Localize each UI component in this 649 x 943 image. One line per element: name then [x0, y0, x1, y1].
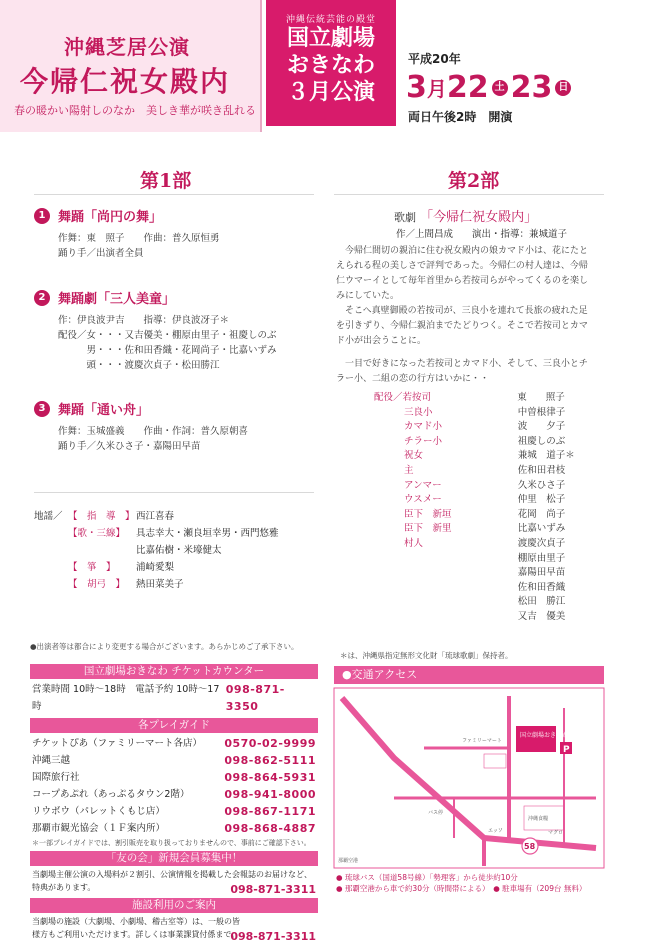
theater-badge-line2: おきなわ [286, 53, 375, 78]
cast-actor: 嘉陽田早苗 [517, 567, 566, 579]
era-year: 平成20年 [408, 52, 461, 66]
date-day1: 22 [446, 70, 489, 105]
map-label-theater: 国立劇場おきなわ [520, 732, 569, 739]
playguide-row [32, 752, 316, 769]
cast-actor: 佐和田君枝 [517, 464, 566, 476]
performance-date [406, 70, 574, 105]
cast-role: カマド小 [404, 421, 443, 433]
header [0, 0, 649, 132]
program-credit: 作舞：玉城盛義 作曲・作詞：普久原朝喜 [58, 426, 249, 437]
synopsis-line: みにしていた。 [336, 291, 400, 301]
member-text: 当劇場主催公演の入場料が２割引、公演情報を掲載した会報誌のお届けなど、特典があります。 [32, 870, 312, 892]
cast-row [374, 566, 584, 581]
theater-badge-line3: ３月公演 [286, 80, 375, 105]
cast-role: ウスメー [404, 494, 442, 506]
cast-role: 主 [404, 464, 414, 476]
playguide-phone: 098-941-8000 [224, 788, 316, 801]
cast-row [374, 610, 584, 625]
cast-row [374, 552, 584, 567]
musicians-role: 【 指 導 】 [68, 511, 135, 522]
page-title: 今帰仁祝女殿内 [20, 65, 231, 98]
playguide-phone: 098-862-5111 [224, 754, 316, 767]
cast-role [374, 595, 518, 610]
program-credit: 頭・・・渡慶次貞子・松田勝江 [58, 360, 220, 371]
musicians-role [68, 542, 136, 559]
part1-divider [34, 194, 314, 195]
musicians-role: 【歌・三線】 [68, 528, 126, 539]
access-notes [336, 872, 586, 894]
cast-row [374, 508, 584, 523]
playguide-name: 国際旅行社 [32, 772, 80, 783]
part1-heading: 第1部 [140, 170, 192, 192]
part2-heading: 第2部 [448, 170, 500, 192]
synopsis-line: えられる程の美しさで評判であった。今帰仁の村人達は、今帰 [336, 261, 588, 271]
cast-actor: 久米ひさ子 [517, 479, 566, 491]
ticket-info [30, 664, 318, 943]
musicians-names: 比嘉佑樹・米壕健太 [136, 545, 222, 556]
start-time: 両日午後2時 開演 [408, 110, 513, 124]
access-bar: ●交通アクセス [334, 666, 604, 684]
member-bar: 「友の会」新規会員募集中！ [30, 851, 318, 866]
day-of-week-badge: 土 [492, 80, 508, 96]
cast-role: 村人 [404, 537, 424, 549]
part1-program-1 [34, 205, 324, 261]
map-label-airport: 那覇空港 [338, 858, 359, 864]
cast-actor: 渡慶次貞子 [517, 537, 566, 549]
musicians-row [34, 525, 314, 542]
playguide-phone: 098-864-5931 [224, 771, 316, 784]
playguide-phone: 0570-02-9999 [224, 737, 316, 750]
cast-row [374, 595, 584, 610]
svg-text:P: P [563, 745, 570, 755]
playguide-row [32, 820, 316, 837]
synopsis-line: そこへ真壁御殿の若按司が、三良小を連れて長旅の疲れた足 [336, 306, 588, 316]
counter-hours: 営業時間 10時〜18時 電話予約 10時〜17時 [32, 684, 220, 712]
cast-actor: 中曽根律子 [517, 406, 566, 418]
program-number-badge: 2 [34, 290, 50, 306]
cast-row [374, 464, 584, 479]
musicians-row [34, 508, 314, 525]
synopsis-line: ラー小、二組の恋の行方はいかに・・ [336, 374, 490, 384]
playguide-list [30, 733, 318, 849]
playguide-name: 那覇市観光協会（１Ｆ案内所） [32, 823, 166, 834]
program-title: 舞踊「通い舟」 [58, 403, 150, 418]
theater-badge [266, 0, 396, 126]
playguide-phone: 098-868-4887 [224, 822, 316, 835]
designation-note: ＊は、沖縄県指定無形文化財「琉球歌劇」保持者。 [340, 651, 513, 660]
access-note: ● 琉球バス（国道58号線）「勢理客」から徒歩約10分 [336, 873, 518, 882]
map-label-bus-stop: バス停 [428, 810, 444, 816]
cast-role: 三良小 [404, 406, 433, 418]
part2-credits: 作／上間昌成 演出・指導：兼城道子 [396, 229, 568, 240]
access-note: ● 那覇空港から車で約30分（時間帯による） ● 駐車場有（209台 無料） [336, 884, 587, 893]
cast-actor: 東 照子 [517, 392, 565, 403]
program-credit: 男・・・佐和田香織・花岡尚子・比嘉いずみ [58, 345, 277, 356]
theater-badge-caption: 沖縄伝統芸能の殿堂 [285, 15, 376, 25]
playguide-row [32, 786, 316, 803]
cast-row [374, 479, 584, 494]
program-credit: 踊り手／久米ひさ子・嘉陽田早苗 [58, 441, 201, 452]
musicians-names: 具志幸大・瀬良垣幸男・西門悠雅 [136, 528, 279, 539]
musicians [34, 508, 314, 593]
facility-phone: 098-871-3311 [230, 930, 316, 943]
musicians-row [34, 559, 314, 576]
musicians-names: 西江喜春 [136, 511, 175, 522]
cast-actor: 佐和田香織 [517, 581, 566, 593]
program-title: 舞踊劇「三人美童」 [58, 292, 176, 307]
synopsis-line: 一目で好きになった若按司とカマド小、そして、三良小とチ [336, 359, 588, 369]
cast-row [374, 420, 584, 435]
cast-row [374, 406, 584, 421]
musicians-names: 浦崎愛梨 [136, 562, 175, 573]
part2-synopsis [336, 244, 606, 387]
cast-row [374, 449, 584, 464]
cast-row [374, 493, 584, 508]
musicians-row [34, 576, 314, 593]
musicians-role: 【 箏 】 [68, 562, 116, 573]
program-title: 舞踊「尚円の舞」 [58, 210, 163, 225]
cast-role: アンマー [404, 479, 442, 491]
playguide-name: リウボウ（パレットくもじ店） [32, 806, 165, 817]
cast-role: 臣下 新里 [404, 523, 452, 535]
cast-role: 臣下 新垣 [404, 508, 452, 520]
cast-role [374, 610, 518, 625]
part2-title-label: 歌劇 [394, 211, 416, 224]
access-map-svg [334, 688, 604, 868]
playguide-bar: 各プレイガイド [30, 718, 318, 733]
playguide-note: ＊一部プレイガイドでは、割引販売を取り扱っておりませんので、事前にご確認下さい。 [32, 839, 311, 847]
map-label-okinawa-shokuryo: 沖縄食糧 [528, 816, 549, 822]
musicians-label: 地謡／ [34, 511, 63, 522]
member-phone: 098-871-3311 [230, 883, 316, 896]
date-day2: 23 [510, 70, 553, 105]
cast-role: チラー小 [404, 435, 443, 447]
program-credit: 作舞：東 照子 作曲：普久原恒勇 [58, 233, 220, 244]
playguide-row [32, 769, 316, 786]
facility-bar: 施設利用のご案内 [30, 898, 318, 913]
program-credit: 配役／女・・・又吉優美・棚原由里子・祖慶しのぶ [58, 330, 277, 341]
cast-row [374, 537, 584, 552]
synopsis-line: 今帰仁間切の親泊に住む祝女殿内の娘カマド小は、花にたと [336, 246, 589, 256]
cast-role: 祝女 [404, 450, 424, 462]
map-label-familymart: ファミリーマート [462, 738, 502, 744]
cast-actor: 波 夕子 [517, 421, 566, 433]
playguide-name: 沖縄三越 [32, 755, 71, 766]
theater-badge-line1: 国立劇場 [286, 26, 375, 51]
musicians-divider [34, 492, 314, 493]
part2-title [394, 206, 537, 225]
counter-phone: 098-871-3350 [225, 683, 285, 713]
synopsis-line: を引きずり、今帰仁親泊までたどりつく。そこで若按司とカマ [336, 321, 588, 331]
part1-program-3 [34, 398, 324, 454]
header-kicker: 沖縄芝居公演 [64, 35, 190, 59]
cast-actor: 兼城 道子＊ [517, 450, 575, 462]
cast-row [374, 391, 584, 406]
cast-role: 若按司 [402, 392, 432, 403]
musicians-role: 【 胡弓 】 [68, 579, 126, 590]
cast-actor: 祖慶しのぶ [517, 435, 566, 447]
access-map [334, 688, 604, 868]
cast-role [374, 552, 518, 567]
cast-row [374, 435, 584, 450]
cast-actor: 仲里 松子 [517, 494, 566, 506]
synopsis-line: 仁ウマーイとして毎年首里から若按司らがやってくるのを楽し [336, 276, 589, 286]
ticket-counter-bar: 国立劇場おきなわ チケットカウンター [30, 664, 318, 679]
part2-divider [334, 194, 604, 195]
change-notice: ●出演者等は都合により変更する場合がございます。あらかじめご了承下さい。 [30, 642, 299, 651]
cast-row [374, 581, 584, 596]
program-number-badge: 1 [34, 208, 50, 224]
cast-row [374, 522, 584, 537]
program-number-badge: 3 [34, 401, 50, 417]
program-credit: 作：伊良波尹吉 指導：伊良波冴子＊ [58, 315, 230, 326]
cast-actor: 松田 勝江 [517, 596, 566, 608]
playguide-phone: 098-867-1171 [224, 805, 316, 818]
playguide-row [32, 735, 316, 752]
program-credit: 踊り手／出演者全員 [58, 248, 144, 259]
date-month-unit: 月 [426, 77, 447, 101]
musicians-names: 熱田菜美子 [136, 579, 184, 590]
facility-text: 当劇場の施設（大劇場、小劇場、稽古室等）は、一般の皆様方もご利用いただけます。詳しくは事業課貸付係まで。 [32, 917, 240, 939]
cast-role [374, 581, 518, 596]
playguide-name: チケットぴあ（ファミリーマート各店） [32, 738, 202, 749]
facility-info [30, 913, 318, 943]
cast-actor: 又吉 優美 [517, 610, 566, 622]
route-58-label: 58 [524, 842, 536, 851]
header-subtitle: 春の暖かい陽射しのなか 美しき華が咲き乱れる [14, 104, 256, 117]
map-label-maguro: マグロ [548, 830, 564, 836]
playguide-row [32, 803, 316, 820]
part2-cast [374, 391, 584, 625]
day-of-week-badge: 日 [555, 80, 571, 96]
cast-role [374, 566, 518, 581]
musicians-row [34, 542, 314, 559]
counter-row [32, 681, 316, 715]
date-month: 3 [406, 70, 427, 105]
map-label-esso: エッソ [488, 828, 503, 834]
cast-label: 配役／ [374, 392, 403, 403]
theater-location [516, 726, 556, 752]
part1-program-2 [34, 287, 324, 373]
cast-actor: 比嘉いずみ [517, 523, 566, 535]
member-info [30, 866, 318, 896]
cast-actor: 棚原由里子 [517, 552, 566, 564]
part2-title-text: 「今帰仁祝女殿内」 [420, 210, 538, 225]
synopsis-line: ド小が出会うことに。 [336, 336, 427, 346]
cast-actor: 花岡 尚子 [517, 508, 566, 520]
playguide-name: コープあぷれ（あっぷるタウン2階） [32, 789, 190, 800]
